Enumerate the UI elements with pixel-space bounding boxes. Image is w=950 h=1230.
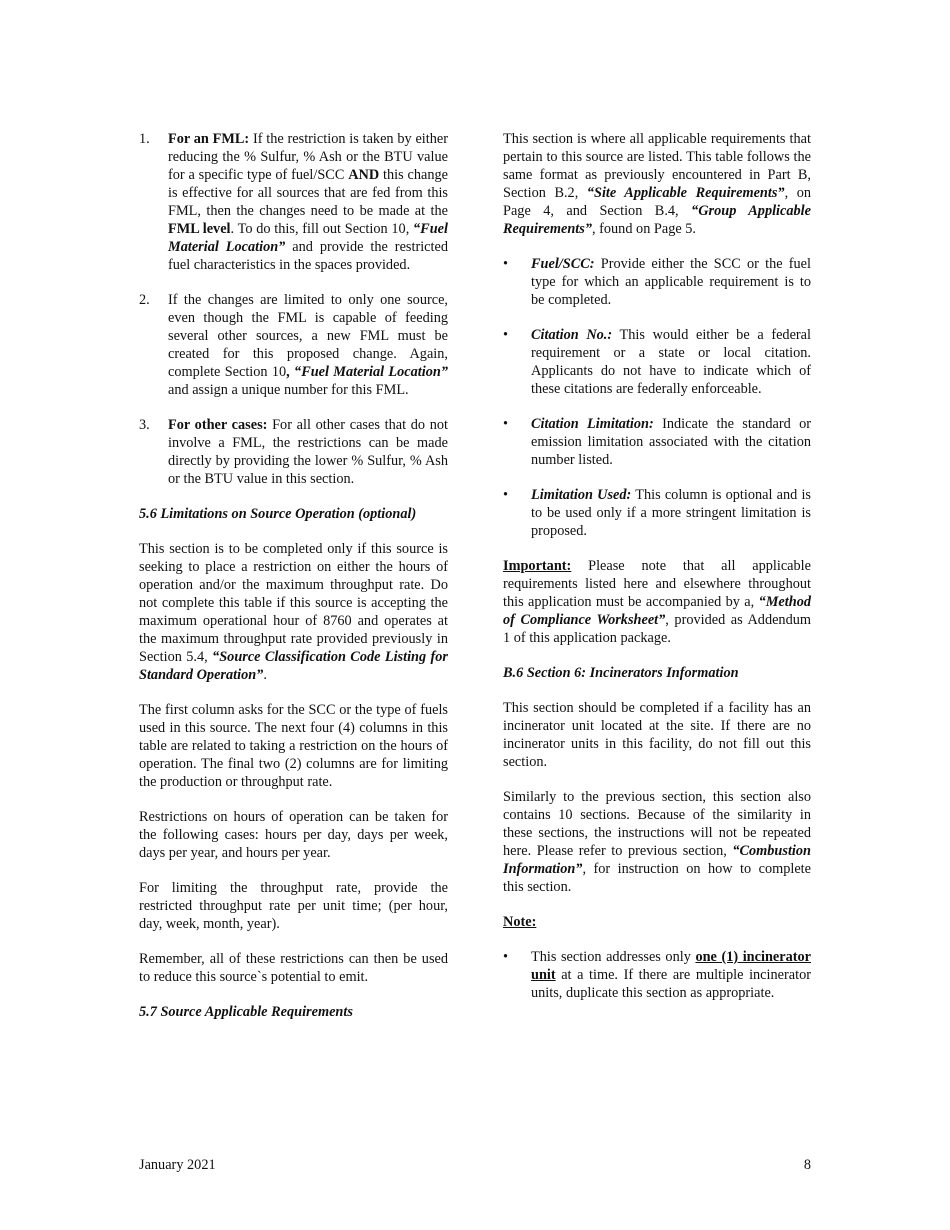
bullet-term: Citation No.:	[531, 327, 613, 343]
section-heading-b6: B.6 Section 6: Incinerators Information	[503, 665, 739, 681]
important-label: Important:	[503, 558, 572, 574]
list-item	[503, 486, 811, 540]
page-number: 8	[803, 1157, 811, 1173]
section-reference: “Group Applicable Requirements”	[503, 203, 811, 237]
list-number: 2.	[139, 292, 150, 308]
section-reference: “Fuel Material Location”	[168, 221, 448, 255]
section-heading-5-7: 5.7 Source Applicable Requirements	[139, 1004, 353, 1020]
paragraph-text: Similarly to the previous section, this section also contains 10 sections. Because of the similarity in these sections, the instructions will not be repeated here. Please refer to previous section,	[503, 789, 811, 859]
list-item	[139, 416, 448, 488]
paragraph: This section should be completed if a facility has an incinerator unit located at the site. If there are no incinerator units in this facility, do not fill out this section.	[503, 700, 811, 770]
paragraph-text: .	[263, 667, 267, 683]
list-text: If the changes are limited to only one source, even though the FML is capable of feeding several other sources, a new FML must be created for this proposed change. Again, complete Section 10	[168, 292, 448, 380]
bullet-icon: •	[503, 256, 509, 272]
bullet-icon: •	[503, 416, 509, 432]
list-item	[139, 291, 448, 399]
paragraph	[503, 788, 811, 896]
bullet-list	[503, 255, 811, 540]
paragraph-text: , provided as Addendum 1 of this application package.	[503, 612, 812, 646]
paragraph: The first column asks for the SCC or the type of fuels used in this source. The next four (4) columns in this table are related to taking a restriction on the hours of operation. The final two (2) columns are for limiting the production or throughput rate.	[139, 702, 448, 790]
list-text: If the restriction is taken by either reducing the % Sulfur, % Ash or the BTU value for a specific type of fuel/SCC	[168, 131, 448, 183]
bullet-text: This would either be a federal requirement or a state or local citation. Applicants do not have to indicate which of these citations are federally enforceable.	[531, 327, 811, 397]
paragraph-text: Please note that all applicable requirements listed here and elsewhere throughout this application must be accompanied by a,	[503, 558, 811, 610]
list-item	[139, 130, 448, 274]
list-text: this change is effective for all sources that are fed from this FML, then the changes need to be made at the	[168, 167, 448, 219]
paragraph-text: , on Page 4, and Section B.4,	[503, 185, 811, 219]
note-label-line	[503, 913, 811, 931]
bullet-text: Provide either the SCC or the fuel type for which an applicable requirement is to be completed.	[531, 256, 811, 308]
list-item	[503, 415, 811, 469]
bullet-term: Limitation Used:	[531, 487, 632, 503]
bullet-term: Citation Limitation:	[531, 416, 654, 432]
paragraph: For limiting the throughput rate, provide the restricted throughput rate per unit time; (per hour, day, week, month, year).	[139, 880, 448, 932]
fml-level-emphasis: FML level	[168, 221, 231, 237]
list-text: and assign a unique number for this FML.	[168, 382, 409, 398]
list-comma: ,	[286, 364, 290, 380]
paragraph	[139, 540, 448, 684]
list-text: and provide the restricted fuel characteristics in the spaces provided.	[168, 239, 448, 273]
bullet-icon: •	[503, 487, 509, 503]
numbered-list	[139, 130, 448, 488]
intro-paragraph	[503, 130, 811, 238]
section-reference: “Site Applicable Requirements”	[586, 185, 785, 201]
list-item	[503, 948, 811, 1002]
section-reference: “Method of Compliance Worksheet”	[503, 594, 811, 628]
bullet-text: Indicate the standard or emission limitation associated with the citation number listed.	[531, 416, 811, 468]
paragraph-text: This section is to be completed only if this source is seeking to place a restriction on either the hours of operation and/or the maximum throughput rate. Do not complete this table if this source is accepting the maximum operational hour of 8760 and operates at the maximum throughput rate provided previously in Section 5.4,	[139, 541, 448, 665]
list-text: . To do this, fill out Section 10,	[230, 221, 414, 237]
paragraph-text: , for instruction on how to complete this section.	[503, 861, 811, 895]
right-column	[503, 130, 811, 1019]
list-number: 3.	[139, 417, 150, 433]
list-item	[503, 255, 811, 309]
list-text: For all other cases that do not involve a FML, the restrictions can be made directly by providing the lower % Sulfur, % Ash or the BTU value in this section.	[168, 417, 449, 487]
note-text: at a time. If there are multiple incinerator units, duplicate this section as appropriate.	[531, 967, 811, 1001]
note-label: Note:	[503, 914, 537, 930]
bullet-term: Fuel/SCC:	[531, 256, 595, 272]
section-reference: “Fuel Material Location”	[289, 364, 448, 380]
and-emphasis: AND	[348, 167, 380, 183]
section-reference: “Combustion Information”	[503, 843, 811, 877]
note-emphasis: one (1) incinerator unit	[531, 949, 811, 983]
paragraph-text: , found on Page 5.	[591, 221, 697, 237]
list-item	[503, 326, 811, 398]
list-lead: For an FML:	[168, 131, 250, 147]
footer-date: January 2021	[139, 1157, 216, 1173]
left-column	[139, 130, 448, 1038]
note-text: This section addresses only	[531, 949, 696, 965]
list-number: 1.	[139, 131, 150, 147]
list-lead: For other cases:	[168, 417, 268, 433]
bullet-icon: •	[503, 949, 509, 965]
important-paragraph	[503, 557, 811, 647]
section-heading-5-6: 5.6 Limitations on Source Operation (optional)	[139, 506, 417, 522]
paragraph-text: This section is where all applicable requirements that pertain to this source are listed. This table follows the same format as previously encountered in Part B, Section B.2,	[503, 131, 811, 201]
bullet-icon: •	[503, 327, 509, 343]
section-reference: “Source Classification Code Listing for Standard Operation”	[139, 649, 448, 683]
note-list	[503, 948, 811, 1002]
paragraph: Remember, all of these restrictions can then be used to reduce this source`s potential to emit.	[139, 951, 448, 985]
bullet-text: This column is optional and is to be used only if a more stringent limitation is proposed.	[531, 487, 811, 539]
paragraph: Restrictions on hours of operation can be taken for the following cases: hours per day, days per week, days per year, and hours per year.	[139, 809, 448, 861]
